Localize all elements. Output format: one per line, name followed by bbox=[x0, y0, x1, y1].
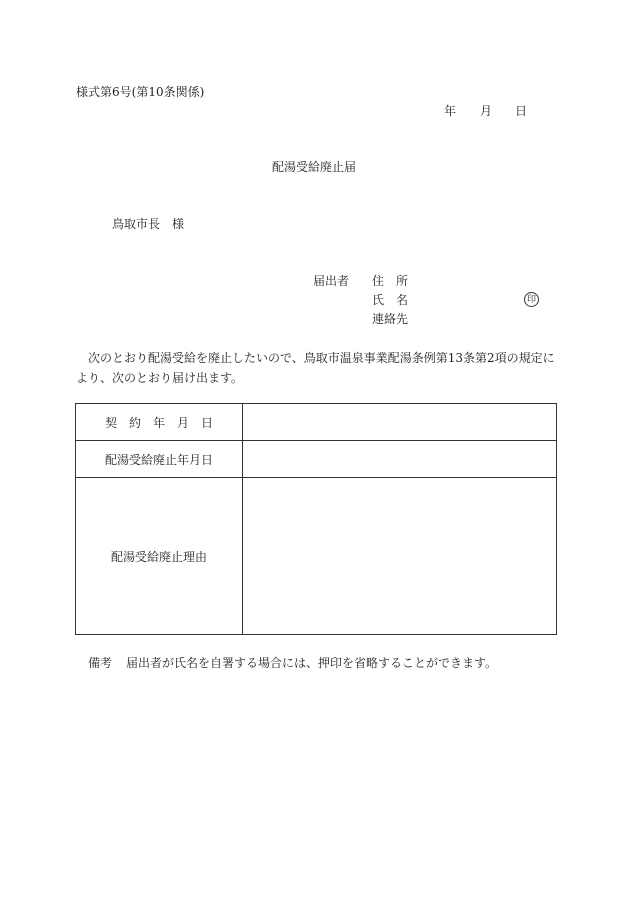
termination-reason-field[interactable] bbox=[243, 478, 557, 635]
contact-label: 連絡先 bbox=[372, 312, 409, 326]
table-row bbox=[76, 478, 557, 635]
addressee: 鳥取市長 様 bbox=[112, 217, 185, 231]
termination-reason-label: 配湯受給廃止理由 bbox=[76, 478, 243, 635]
seal-mark: 印 bbox=[524, 292, 539, 307]
date-year: 年 bbox=[444, 104, 457, 118]
table-row bbox=[76, 404, 557, 441]
form-number: 様式第6号(第10条関係) bbox=[76, 85, 205, 99]
remarks-text: 届出者が氏名を自署する場合には、押印を省略することができます。 bbox=[126, 656, 498, 670]
termination-date-label: 配湯受給廃止年月日 bbox=[76, 441, 243, 478]
table-row bbox=[76, 441, 557, 478]
name-label: 氏 名 bbox=[372, 293, 409, 307]
remarks bbox=[88, 656, 497, 670]
date-month: 月 bbox=[480, 104, 493, 118]
termination-date-field[interactable] bbox=[243, 441, 557, 478]
contract-date-field[interactable] bbox=[243, 404, 557, 441]
document-title: 配湯受給廃止届 bbox=[272, 160, 357, 174]
applicant-label: 届出者 bbox=[313, 274, 350, 288]
contract-date-label: 契 約 年 月 日 bbox=[76, 404, 243, 441]
remarks-label: 備考 bbox=[88, 656, 113, 670]
form-table bbox=[75, 403, 557, 635]
body-paragraph: 次のとおり配湯受給を廃止したいので、鳥取市温泉事業配湯条例第13条第2項の規定により、次のとおり届け出ます。 bbox=[76, 351, 555, 385]
date-day: 日 bbox=[515, 104, 528, 118]
address-label: 住 所 bbox=[372, 274, 409, 288]
